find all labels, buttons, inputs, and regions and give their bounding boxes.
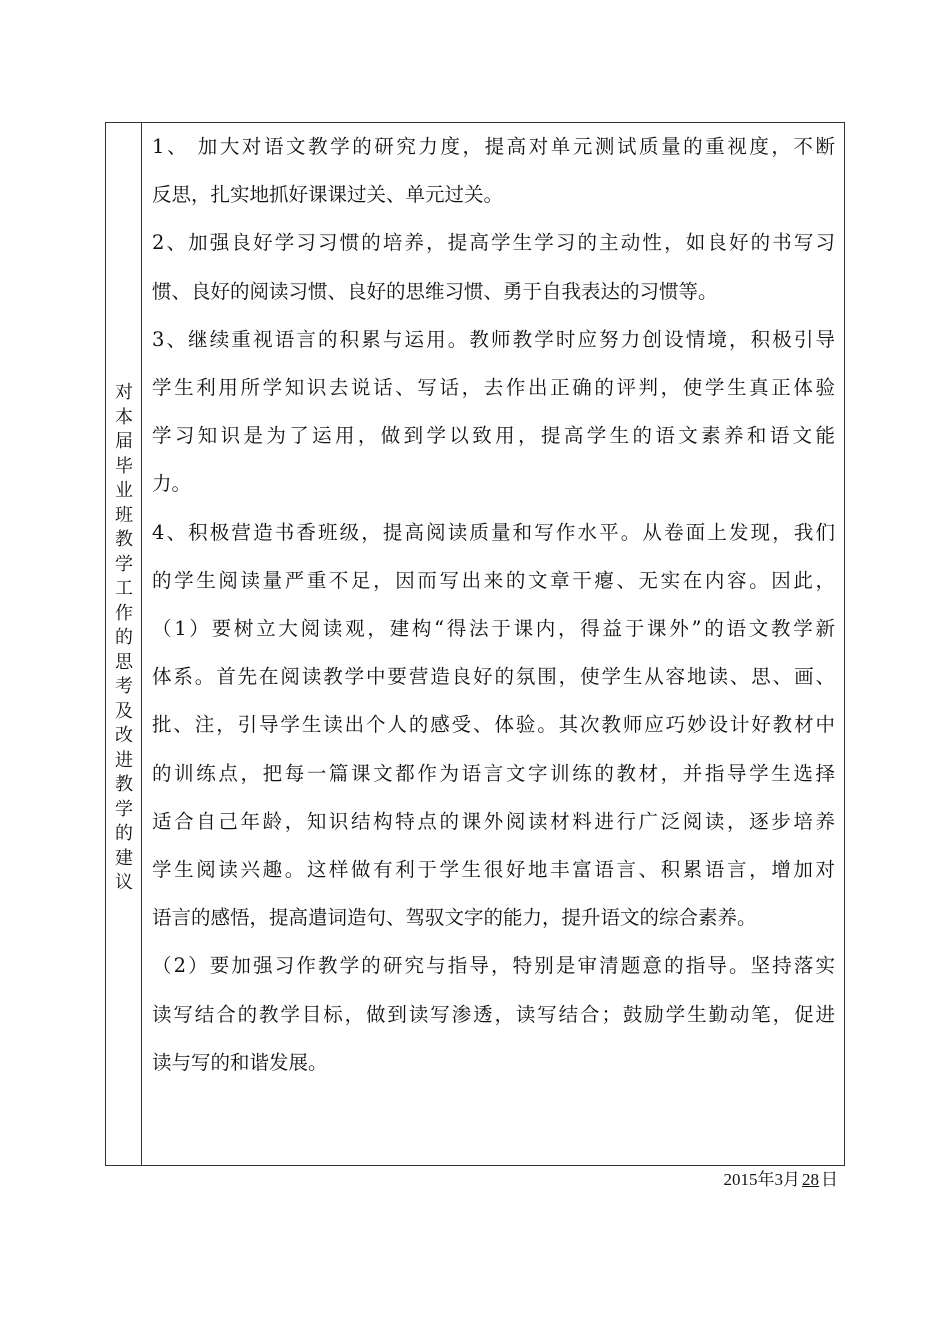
content-line: 语言的感悟，提高遣词造句、驾驭文字的能力，提升语文的综合素养。 [152, 906, 757, 930]
content-line: 体系。首先在阅读教学中要营造良好的氛围，使学生从容地读、思、画、 [152, 665, 835, 689]
side-label-char: 及 [115, 700, 133, 722]
content-cell [142, 123, 844, 1165]
side-label-char: 改 [115, 725, 133, 746]
date-line [724, 1169, 839, 1191]
side-label-char: 学 [115, 798, 133, 820]
content-line: 适合自己年龄，知识结构特点的课外阅读材料进行广泛阅读，逐步培养 [152, 809, 835, 833]
side-label-char: 业 [115, 480, 133, 501]
side-label-char: 学 [115, 553, 133, 575]
side-label-char: 本 [115, 406, 133, 428]
content-line: 惯、良好的阅读习惯、良好的思维习惯、勇于自我表达的习惯等。 [152, 279, 718, 303]
side-label-char: 届 [115, 431, 133, 452]
content-line: 批、注，引导学生读出个人的感受、体验。其次教师应巧妙设计好教材中 [152, 713, 835, 737]
date-suffix: 日 [821, 1170, 838, 1189]
content-line: 学习知识是为了运用，做到学以致用，提高学生的语文素养和语文能 [152, 424, 835, 448]
content-line: （2）要加强习作教学的研究与指导，特别是审清题意的指导。坚持落实 [152, 954, 835, 978]
side-label-char: 建 [115, 847, 133, 869]
content-line: 力。 [152, 472, 192, 496]
form-table [105, 122, 845, 1166]
content-text [142, 123, 844, 1087]
content-line: 反思，扎实地抓好课课过关、单元过关。 [152, 183, 504, 207]
side-label-char: 进 [115, 749, 133, 771]
side-label-char: 班 [115, 504, 133, 526]
side-label [106, 381, 142, 896]
side-label-char: 毕 [115, 455, 133, 477]
side-label-char: 的 [115, 627, 133, 648]
content-line: 的学生阅读量严重不足，因而写出来的文章干瘪、无实在内容。因此， [152, 568, 835, 592]
content-line: 的训练点，把每一篇课文都作为语言文字训练的教材，并指导学生选择 [152, 761, 835, 785]
side-label-char: 的 [115, 823, 133, 844]
content-line: 2、加强良好学习习惯的培养，提高学生学习的主动性，如良好的书写习 [152, 231, 835, 255]
side-label-char: 教 [115, 529, 133, 550]
side-label-char: 考 [115, 676, 133, 697]
content-line: 1、 加大对语文教学的研究力度，提高对单元测试质量的重视度，不断 [152, 135, 835, 158]
content-line: 读与写的和谐发展。 [152, 1050, 328, 1074]
content-line: 4、积极营造书香班级，提高阅读质量和写作水平。从卷面上发现，我们 [152, 520, 835, 544]
content-line: 读写结合的教学目标，做到读写渗透，读写结合；鼓励学生勤动笔，促进 [152, 1002, 835, 1026]
content-line: 学生利用所学知识去说话、写话，去作出正确的评判，使学生真正体验 [152, 376, 835, 400]
date-day: 28 [802, 1170, 819, 1189]
content-line: 学生阅读兴趣。这样做有利于学生很好地丰富语言、积累语言，增加对 [152, 858, 835, 882]
side-label-char: 思 [115, 651, 133, 673]
date-prefix: 2015年3月 [723, 1170, 800, 1189]
side-label-char: 工 [115, 578, 133, 599]
side-label-cell [106, 123, 142, 1165]
side-label-char: 教 [115, 774, 133, 795]
side-label-char: 对 [115, 382, 133, 403]
content-line: （1）要树立大阅读观，建构“得法于课内，得益于课外”的语文教学新 [152, 617, 835, 641]
content-line: 3、继续重视语言的积累与运用。教师教学时应努力创设情境，积极引导 [152, 327, 835, 351]
side-label-char: 作 [115, 602, 133, 624]
side-label-char: 议 [115, 872, 133, 893]
